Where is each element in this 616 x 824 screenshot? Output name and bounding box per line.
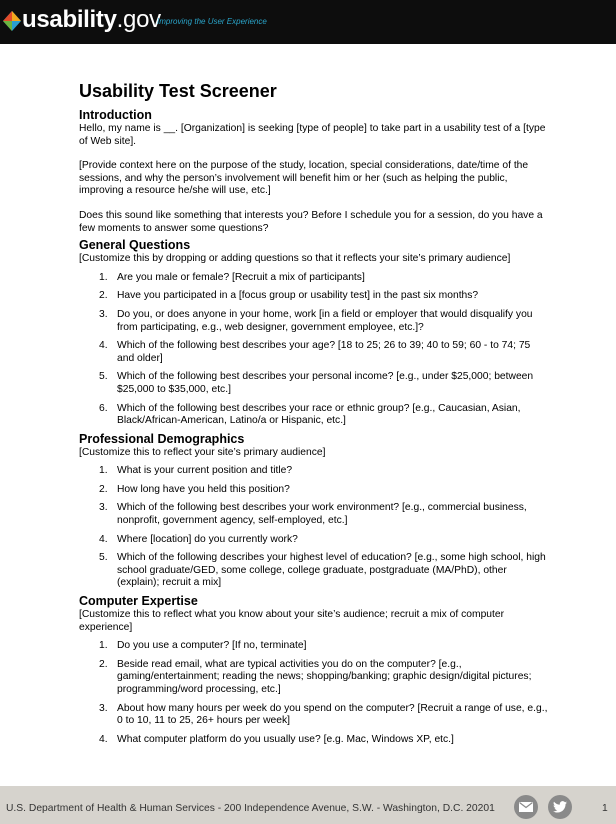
list-item: 2. Have you participated in a [focus group or usability test] in the past six months? <box>99 290 479 302</box>
site-header <box>0 0 616 44</box>
bird-glyph <box>553 801 567 813</box>
twitter-icon[interactable] <box>548 795 572 819</box>
list-item: 5. Which of the following best describes your personal income? [e.g., under $25,000; between $25,000 to $35,000, etc.] <box>99 371 534 395</box>
logo-text-suffix: .gov <box>116 6 161 33</box>
professional-questions-list <box>79 465 549 590</box>
list-item: 6. Which of the following best describes your race or ethnic group? [e.g., Caucasian, Asian, Black/African-American, Latino/a or Hispanic, etc.] <box>99 402 521 427</box>
page-number: 1 <box>602 803 608 814</box>
page-title: Usability Test Screener <box>79 81 277 101</box>
footer-address: U.S. Department of Health & Human Services - 200 Independence Avenue, S.W. - Washington, D.C. 20201 <box>6 803 495 814</box>
document-body <box>79 80 549 746</box>
computer-questions-list <box>79 640 549 746</box>
list-item: 2. How long have you held this position? <box>99 483 290 495</box>
computer-note: [Customize this to reflect what you know about your site’s audience; recruit a mix of computer experience] <box>79 609 505 633</box>
site-footer <box>0 786 616 824</box>
list-item: 3. Which of the following best describes your work environment? [e.g., commercial business, nonprofit, government agency, self-employed, etc.] <box>99 502 527 527</box>
section-heading-introduction: Introduction <box>79 108 152 122</box>
section-heading-general: General Questions <box>79 238 191 253</box>
list-item: 1. What is your current position and title? <box>99 465 293 477</box>
list-item: 3. Do you, or does anyone in your home, work [in a field or employer that would disqualify you from participating, e.g., web designer, government employee, etc.]? <box>99 308 533 333</box>
site-logo[interactable] <box>22 6 161 34</box>
professional-note: [Customize this to reflect your site’s primary audience] <box>79 446 326 458</box>
list-item: 1. Do you use a computer? [If no, terminate] <box>99 640 307 652</box>
envelope-glyph <box>519 802 533 812</box>
general-questions-list <box>79 272 549 428</box>
list-item: 4. What computer platform do you usually use? [e.g. Mac, Windows XP, etc.] <box>99 733 454 745</box>
intro-paragraph-2: [Provide context here on the purpose of the study, location, special considerations, date/time of the sessions, and why the person’s involvement will benefit him or her (such as helping the public, improving a resource he/she will use, etc.] <box>79 160 529 197</box>
list-item: 1. Are you male or female? [Recruit a mix of participants] <box>99 271 365 283</box>
section-heading-professional: Professional Demographics <box>79 431 245 446</box>
list-item: 4. Where [location] do you currently work? <box>99 533 298 545</box>
site-tagline: Improving the User Experience <box>157 17 267 26</box>
intro-paragraph-1: Hello, my name is __. [Organization] is seeking [type of people] to take part in a usability test of a [type of Web site]. <box>79 123 546 147</box>
list-item: 4. Which of the following best describes your age? [18 to 25; 26 to 39; 40 to 59; 60 - to 74; 75 and older] <box>99 340 531 364</box>
list-item: 3. About how many hours per week do you spend on the computer? [Recruit a range of use, e.g., 0 to 10, 11 to 25, 26+ hours per week] <box>99 702 548 727</box>
email-icon[interactable] <box>514 795 538 819</box>
list-item: 2. Beside read email, what are typical activities you do on the computer? [e.g., gaming/entertainment; reading the news; shopping/banking; graphic design/digital pictures; programming/word processing, etc.] <box>99 658 532 695</box>
general-note: [Customize this by dropping or adding questions so that it reflects your site’s primary audience] <box>79 253 511 265</box>
logo-text-bold: usability <box>22 6 117 33</box>
list-item: 5. Which of the following describes your highest level of education? [e.g., some high school, high school graduate/GED, some college, college graduate, postgraduate (MA/PhD), other (explain); recruit a mix] <box>99 552 546 589</box>
section-heading-computer: Computer Expertise <box>79 594 198 609</box>
intro-paragraph-3: Does this sound like something that interests you? Before I schedule you for a session, do you have a few moments to answer some questions? <box>79 209 543 234</box>
logo-diamond-icon <box>3 11 21 31</box>
